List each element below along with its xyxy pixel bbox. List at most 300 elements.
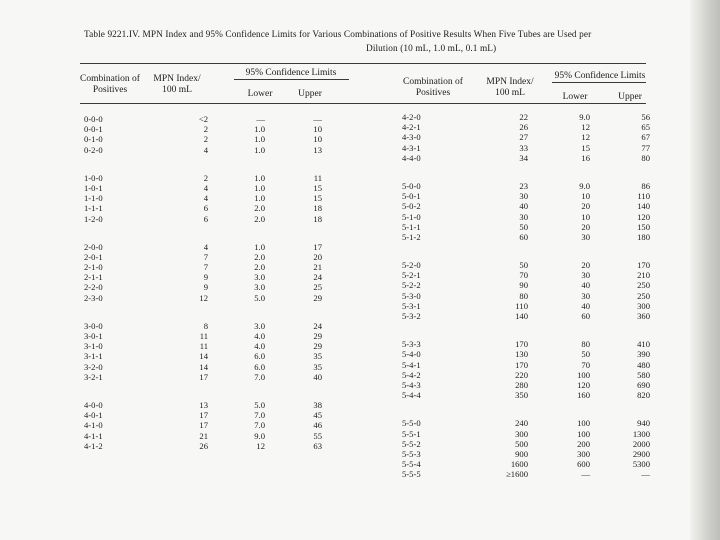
mpn-cell: 130	[515, 349, 528, 360]
upper-limit-cell: 25	[313, 282, 322, 293]
combination-cell: 5-1-2	[402, 231, 421, 242]
right-header-combination: Combination of Positives	[403, 77, 463, 98]
upper-limit-cell: 65	[641, 122, 650, 133]
table-row	[402, 349, 650, 359]
mpn-cell: 23	[519, 180, 528, 191]
page-edge-shadow	[690, 0, 720, 540]
upper-limit-cell: 29	[313, 292, 322, 303]
table-row	[402, 112, 650, 122]
combination-cell: 5-4-4	[402, 390, 421, 401]
table-row	[84, 272, 322, 282]
table-row	[402, 153, 650, 163]
lower-limit-cell: 1.0	[254, 172, 265, 183]
combination-cell: 4-1-0	[84, 420, 103, 431]
table-row	[84, 252, 322, 262]
lower-limit-cell: 4.0	[254, 341, 265, 352]
left-row-group	[84, 400, 322, 451]
table-row	[402, 311, 650, 321]
lower-limit-cell: 12	[581, 132, 590, 143]
upper-limit-cell: 10	[313, 124, 322, 135]
combination-cell: 2-1-0	[84, 262, 103, 273]
table-row	[402, 212, 650, 222]
combination-cell: 0-0-1	[84, 124, 103, 135]
combination-cell: 1-1-0	[84, 193, 103, 204]
upper-limit-cell: 300	[637, 300, 650, 311]
upper-limit-cell: 55	[313, 430, 322, 441]
lower-limit-cell: 40	[581, 300, 590, 311]
mpn-cell: 70	[519, 270, 528, 281]
upper-limit-cell: —	[641, 469, 650, 480]
lower-limit-cell: 7.0	[254, 410, 265, 421]
table-row	[84, 145, 322, 155]
combination-cell: 2-0-0	[84, 241, 103, 252]
lower-limit-cell: 100	[577, 418, 590, 429]
left-row-group	[84, 242, 322, 303]
right-table-column	[402, 112, 650, 497]
combination-cell: 4-1-1	[84, 430, 103, 441]
mpn-cell: 6	[203, 213, 208, 224]
table-row	[84, 431, 322, 441]
right-row-group	[402, 418, 650, 479]
table-row	[402, 418, 650, 428]
left-header-mpn: MPN Index/ 100 mL	[153, 74, 201, 95]
lower-limit-cell: 10	[581, 211, 590, 222]
mpn-cell: 4	[203, 241, 208, 252]
lower-limit-cell: 2.0	[254, 203, 265, 214]
mpn-cell: 26	[519, 122, 528, 133]
combination-cell: 0-2-0	[84, 144, 103, 155]
lower-limit-cell: 20	[581, 201, 590, 212]
mpn-cell: 17	[199, 410, 208, 421]
combination-cell: 5-0-1	[402, 191, 421, 202]
table-row	[84, 124, 322, 134]
mpn-cell: 11	[199, 341, 208, 352]
left-table-column	[84, 114, 322, 469]
mpn-cell: 2	[203, 124, 208, 135]
mpn-cell: 34	[519, 152, 528, 163]
lower-limit-cell: 100	[577, 369, 590, 380]
combination-cell: 5-0-2	[402, 201, 421, 212]
lower-limit-cell: 5.0	[254, 399, 265, 410]
upper-limit-cell: 170	[637, 260, 650, 271]
mpn-cell: 33	[519, 142, 528, 153]
upper-limit-cell: 10	[313, 134, 322, 145]
mpn-cell: 9	[203, 282, 208, 293]
mpn-cell: 11	[199, 331, 208, 341]
mpn-cell: 1600	[510, 459, 528, 470]
table-row	[402, 339, 650, 349]
mpn-cell: 220	[515, 369, 528, 380]
upper-limit-cell: 11	[313, 172, 322, 183]
mpn-cell: 14	[199, 361, 208, 372]
upper-limit-cell: 2000	[632, 438, 650, 449]
lower-limit-cell: 12	[256, 440, 265, 451]
lower-limit-cell: 3.0	[254, 282, 265, 293]
mpn-cell: 30	[519, 211, 528, 222]
table-row	[402, 380, 650, 390]
mpn-cell: 500	[515, 438, 528, 449]
upper-limit-cell: 18	[313, 203, 322, 214]
upper-limit-cell: 120	[637, 211, 650, 222]
mpn-cell: 350	[515, 390, 528, 401]
table-row	[84, 420, 322, 430]
mpn-cell: 140	[515, 311, 528, 321]
upper-limit-cell: 40	[313, 371, 322, 382]
lower-limit-cell: 10	[581, 191, 590, 202]
mpn-cell: 6	[203, 203, 208, 214]
left-header-lower: Lower	[247, 89, 273, 99]
upper-limit-cell: 180	[637, 231, 650, 242]
combination-cell: 5-2-2	[402, 280, 421, 291]
combination-cell: 5-1-1	[402, 221, 421, 232]
table-row	[402, 191, 650, 201]
combination-cell: 3-1-1	[84, 351, 103, 362]
upper-limit-cell: 480	[637, 359, 650, 370]
combination-cell: 3-0-1	[84, 331, 103, 341]
mpn-cell: 2	[203, 172, 208, 183]
combination-cell: 5-4-0	[402, 349, 421, 360]
table-row	[402, 232, 650, 242]
lower-limit-cell: 12	[581, 122, 590, 133]
combination-cell: 4-4-0	[402, 152, 421, 163]
combination-cell: 3-0-0	[84, 320, 103, 331]
combination-cell: 1-2-0	[84, 213, 103, 224]
mpn-cell: 30	[519, 191, 528, 202]
lower-limit-cell: 7.0	[254, 420, 265, 431]
table-row	[402, 260, 650, 270]
mpn-cell: 26	[199, 440, 208, 451]
combination-cell: 4-2-0	[402, 112, 421, 122]
left-header-upper: Upper	[298, 89, 322, 99]
upper-limit-cell: 35	[313, 361, 322, 372]
mpn-cell: 170	[515, 339, 528, 350]
mpn-cell: 17	[199, 420, 208, 431]
upper-limit-cell: 210	[637, 270, 650, 281]
combination-cell: 5-5-5	[402, 469, 421, 480]
lower-limit-cell: 3.0	[254, 320, 265, 331]
combination-cell: 4-0-1	[84, 410, 103, 421]
lower-limit-cell: 60	[581, 311, 590, 321]
upper-limit-cell: 20	[313, 251, 322, 262]
lower-limit-cell: 9.0	[579, 180, 590, 191]
lower-limit-cell: 160	[577, 390, 590, 401]
mpn-cell: 80	[519, 290, 528, 301]
mpn-cell: 90	[519, 280, 528, 291]
caption-line-1: Table 9221.IV. MPN Index and 95% Confidence Limits for Various Combinations of Positive Results When Five Tubes are Used per	[84, 30, 592, 40]
lower-limit-cell: 9.0	[579, 112, 590, 122]
lower-limit-cell: 50	[581, 349, 590, 360]
combination-cell: 5-3-1	[402, 300, 421, 311]
upper-limit-cell: 45	[313, 410, 322, 421]
table-row	[84, 214, 322, 224]
combination-cell: 5-4-3	[402, 379, 421, 390]
lower-limit-cell: 4.0	[254, 331, 265, 341]
upper-limit-cell: 250	[637, 280, 650, 291]
mpn-cell: 110	[515, 300, 528, 311]
combination-cell: 4-3-0	[402, 132, 421, 143]
combination-cell: 5-4-1	[402, 359, 421, 370]
lower-limit-cell: 5.0	[254, 292, 265, 303]
table-row	[402, 132, 650, 142]
lower-limit-cell: 3.0	[254, 272, 265, 283]
table-row	[84, 321, 322, 331]
lower-limit-cell: 15	[581, 142, 590, 153]
upper-limit-cell: 63	[313, 440, 322, 451]
upper-limit-cell: 67	[641, 132, 650, 143]
mpn-cell: 7	[203, 262, 208, 273]
lower-limit-cell: 200	[577, 438, 590, 449]
upper-limit-cell: 21	[313, 262, 322, 273]
upper-limit-cell: 86	[641, 180, 650, 191]
table-row	[402, 370, 650, 380]
upper-limit-cell: 2900	[632, 448, 650, 459]
upper-limit-cell: 56	[641, 112, 650, 122]
upper-limit-cell: 38	[313, 399, 322, 410]
upper-limit-cell: 24	[313, 272, 322, 283]
right-row-group	[402, 260, 650, 321]
lower-limit-cell: 80	[581, 339, 590, 350]
lower-limit-cell: 6.0	[254, 361, 265, 372]
combination-cell: 5-5-1	[402, 428, 421, 439]
table-row	[84, 341, 322, 351]
table-row	[84, 262, 322, 272]
table-row	[84, 173, 322, 183]
lower-limit-cell: 6.0	[254, 351, 265, 362]
table-row	[402, 360, 650, 370]
upper-limit-cell: 410	[637, 339, 650, 350]
mpn-cell: 4	[203, 144, 208, 155]
mpn-cell: 60	[519, 231, 528, 242]
combination-cell: 4-3-1	[402, 142, 421, 153]
table-row	[402, 459, 650, 469]
table-row	[402, 291, 650, 301]
table-caption	[84, 28, 644, 56]
lower-limit-cell: 600	[577, 459, 590, 470]
lower-limit-cell: 300	[577, 448, 590, 459]
combination-cell: 5-2-1	[402, 270, 421, 281]
right-row-group	[402, 112, 650, 163]
upper-limit-cell: 150	[637, 221, 650, 232]
combination-cell: 5-0-0	[402, 180, 421, 191]
upper-limit-cell: 29	[313, 341, 322, 352]
mpn-cell: 4	[203, 182, 208, 193]
mpn-cell: 13	[199, 399, 208, 410]
table-row	[84, 282, 322, 292]
combination-cell: 5-5-2	[402, 438, 421, 449]
header-rule	[80, 103, 646, 104]
combination-cell: 3-2-0	[84, 361, 103, 372]
lower-limit-cell: —	[581, 469, 590, 480]
upper-limit-cell: 24	[313, 320, 322, 331]
upper-limit-cell: 80	[641, 152, 650, 163]
table-row	[84, 372, 322, 382]
mpn-cell: 9	[203, 272, 208, 283]
right-header-limits: 95% Confidence Limits	[554, 71, 646, 81]
upper-limit-cell: 46	[313, 420, 322, 431]
upper-limit-cell: 17	[313, 241, 322, 252]
upper-limit-cell: 360	[637, 311, 650, 321]
mpn-cell: 40	[519, 201, 528, 212]
lower-limit-cell: 2.0	[254, 213, 265, 224]
mpn-cell: 900	[515, 448, 528, 459]
upper-limit-cell: 390	[637, 349, 650, 360]
mpn-cell: 8	[203, 320, 208, 331]
table-row	[84, 331, 322, 341]
table-row	[402, 449, 650, 459]
upper-limit-cell: 250	[637, 290, 650, 301]
left-row-group	[84, 321, 322, 382]
table-row	[84, 362, 322, 372]
upper-limit-cell: 29	[313, 331, 322, 341]
upper-limit-cell: 77	[641, 142, 650, 153]
lower-limit-cell: 30	[581, 270, 590, 281]
mpn-cell: 4	[203, 193, 208, 204]
mpn-cell: 7	[203, 251, 208, 262]
lower-limit-cell: 1.0	[254, 144, 265, 155]
combination-cell: 3-1-0	[84, 341, 103, 352]
right-header-upper: Upper	[618, 92, 642, 102]
lower-limit-cell: 30	[581, 231, 590, 242]
left-row-group	[84, 114, 322, 155]
mpn-cell: 280	[515, 379, 528, 390]
combination-cell: 2-1-1	[84, 272, 103, 283]
table-row	[84, 351, 322, 361]
table-row	[84, 242, 322, 252]
right-row-group	[402, 181, 650, 242]
upper-limit-cell: 1300	[632, 428, 650, 439]
left-limits-rule	[234, 79, 349, 80]
lower-limit-cell: 120	[577, 379, 590, 390]
table-row	[402, 270, 650, 280]
table-row	[84, 293, 322, 303]
upper-limit-cell: 690	[637, 379, 650, 390]
lower-limit-cell: 7.0	[254, 371, 265, 382]
combination-cell: 2-0-1	[84, 251, 103, 262]
combination-cell: 0-1-0	[84, 134, 103, 145]
combination-cell: 5-3-3	[402, 339, 421, 350]
table-row	[84, 134, 322, 144]
mpn-cell: 22	[519, 112, 528, 122]
lower-limit-cell: 2.0	[254, 262, 265, 273]
mpn-cell: 14	[199, 351, 208, 362]
mpn-cell: 17	[199, 371, 208, 382]
mpn-cell: 300	[515, 428, 528, 439]
upper-limit-cell: 35	[313, 351, 322, 362]
upper-limit-cell: 13	[313, 144, 322, 155]
lower-limit-cell: 1.0	[254, 182, 265, 193]
mpn-cell: 21	[199, 430, 208, 441]
combination-cell: 5-3-0	[402, 290, 421, 301]
lower-limit-cell: 16	[581, 152, 590, 163]
combination-cell: 5-2-0	[402, 260, 421, 271]
lower-limit-cell: 1.0	[254, 124, 265, 135]
mpn-cell: 2	[203, 134, 208, 145]
table-row	[402, 439, 650, 449]
combination-cell: 2-3-0	[84, 292, 103, 303]
table-row	[84, 410, 322, 420]
left-row-group	[84, 173, 322, 224]
table-row	[402, 222, 650, 232]
mpn-cell: 12	[199, 292, 208, 303]
table-row	[402, 429, 650, 439]
combination-cell: 5-3-2	[402, 311, 421, 321]
combination-cell: 5-5-0	[402, 418, 421, 429]
combination-cell: 4-1-2	[84, 440, 103, 451]
combination-cell: 0-0-0	[84, 114, 103, 124]
table-row	[84, 183, 322, 193]
combination-cell: 5-5-4	[402, 459, 421, 470]
upper-limit-cell: 940	[637, 418, 650, 429]
caption-line-2: Dilution (10 mL, 1.0 mL, 0.1 mL)	[366, 44, 497, 54]
upper-limit-cell: —	[313, 114, 322, 124]
lower-limit-cell: 20	[581, 221, 590, 232]
combination-cell: 2-2-0	[84, 282, 103, 293]
table-row	[402, 390, 650, 400]
upper-limit-cell: 5300	[632, 459, 650, 470]
right-row-group	[402, 339, 650, 400]
combination-cell: 5-5-3	[402, 448, 421, 459]
combination-cell: 4-0-0	[84, 399, 103, 410]
combination-cell: 1-0-1	[84, 182, 103, 193]
mpn-cell: 50	[519, 260, 528, 271]
table-row	[84, 193, 322, 203]
table-row	[84, 441, 322, 451]
mpn-cell: 50	[519, 221, 528, 232]
table-row	[402, 280, 650, 290]
lower-limit-cell: 1.0	[254, 241, 265, 252]
combination-cell: 4-2-1	[402, 122, 421, 133]
table-row	[402, 201, 650, 211]
mpn-cell: ≥1600	[506, 469, 528, 480]
table-row	[402, 143, 650, 153]
mpn-cell: 170	[515, 359, 528, 370]
table-row	[402, 301, 650, 311]
right-header-mpn: MPN Index/ 100 mL	[486, 77, 534, 98]
table-row	[402, 469, 650, 479]
upper-limit-cell: 580	[637, 369, 650, 380]
combination-cell: 1-1-1	[84, 203, 103, 214]
combination-cell: 5-4-2	[402, 369, 421, 380]
right-limits-rule	[552, 82, 646, 83]
lower-limit-cell: 40	[581, 280, 590, 291]
lower-limit-cell: 1.0	[254, 134, 265, 145]
left-header-combination: Combination of Positives	[80, 74, 140, 95]
lower-limit-cell: 20	[581, 260, 590, 271]
upper-limit-cell: 18	[313, 213, 322, 224]
lower-limit-cell: —	[256, 114, 265, 124]
table-row	[84, 114, 322, 124]
combination-cell: 3-2-1	[84, 371, 103, 382]
upper-limit-cell: 15	[313, 193, 322, 204]
right-header-lower: Lower	[562, 92, 588, 102]
mpn-cell: 27	[519, 132, 528, 143]
upper-limit-cell: 110	[637, 191, 650, 202]
lower-limit-cell: 2.0	[254, 251, 265, 262]
lower-limit-cell: 30	[581, 290, 590, 301]
top-rule	[80, 63, 646, 64]
mpn-cell: <2	[198, 114, 208, 124]
upper-limit-cell: 820	[637, 390, 650, 401]
left-header-limits: 95% Confidence Limits	[245, 68, 337, 78]
lower-limit-cell: 70	[581, 359, 590, 370]
lower-limit-cell: 100	[577, 428, 590, 439]
table-row	[84, 203, 322, 213]
table-row	[402, 122, 650, 132]
lower-limit-cell: 9.0	[254, 430, 265, 441]
upper-limit-cell: 15	[313, 182, 322, 193]
table-row	[402, 181, 650, 191]
combination-cell: 1-0-0	[84, 172, 103, 183]
